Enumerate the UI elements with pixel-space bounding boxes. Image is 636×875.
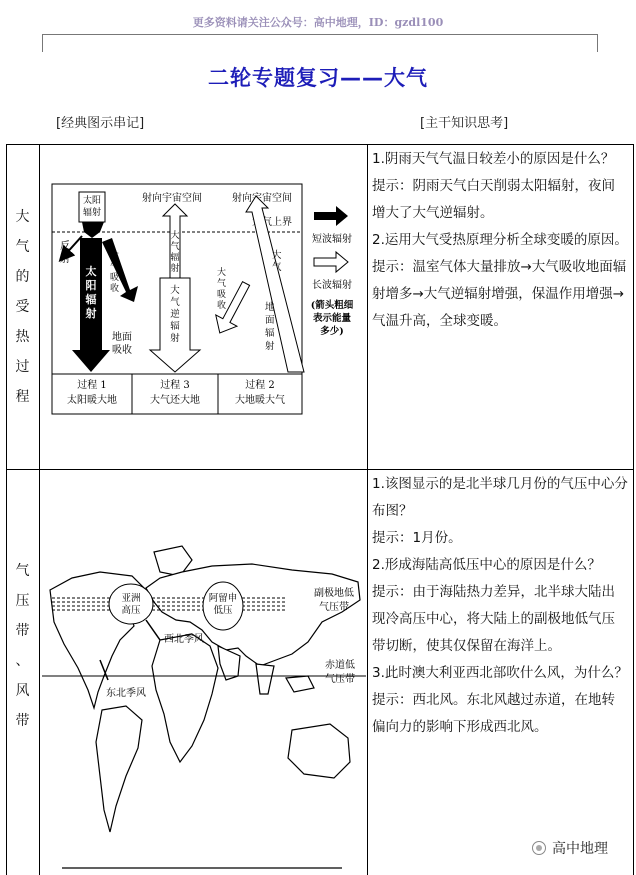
svg-text:大气吸收: 大气吸收 (217, 268, 227, 311)
svg-text:西北季风: 西北季风 (164, 634, 204, 645)
asia-high-ellipse (109, 584, 153, 624)
hint: 提示：由于海陆热力差异，北半球大陆出现冷高压中心，将大陆上的副极地低气压带切断，使其仅保留在海洋上。 (372, 584, 615, 654)
svg-text:过程 2大地暖大气: 过程 2 大地暖大气 (235, 380, 285, 406)
header-note: 更多资料请关注公众号：高中地理，ID：gzdl100 (192, 16, 444, 29)
svg-text:过程 3大气还大地: 过程 3 大气还大地 (150, 380, 200, 406)
legend-long-arrow (314, 252, 348, 272)
svg-text:阿留申低压: 阿留申低压 (208, 593, 238, 616)
svg-text:亚洲高压: 亚洲高压 (121, 593, 141, 616)
atm-absorb-arrow (102, 238, 138, 302)
reflect-label: 反射 (60, 241, 70, 265)
hint: 提示：温室气体大量排放→大气吸收地面辐射增多→大气逆辐射增强，保温作用增强→气温升高，全球变暖。 (372, 259, 627, 329)
table-divider-1 (39, 144, 40, 875)
africa (152, 634, 218, 762)
table-divider-2 (367, 144, 368, 875)
svg-text:赤道低气压带: 赤道低气压带 (325, 660, 355, 685)
sun-radiation-label: 太阳 (82, 196, 102, 206)
to-space-label-1: 射向宇宙空间 (142, 193, 202, 204)
hint: 提示：西北风。东北风越过赤道，在地转偏向力的影响下形成西北风。 (372, 692, 615, 735)
svg-text:(箭头粗细表示能量多少): (箭头粗细表示能量多少) (310, 300, 354, 337)
svg-text:大气: 大气 (272, 250, 282, 273)
question: 2.形成海陆高低压中心的原因是什么？ (372, 557, 601, 573)
pressure-map (42, 480, 366, 875)
column-header-right: [主干知识思考] (420, 116, 509, 131)
row-label-pressure: 气 压 带 、 风 带 (15, 563, 30, 729)
heating-diagram (42, 150, 366, 420)
svg-text:大气辐射: 大气辐射 (170, 231, 180, 274)
table-divider-3 (633, 144, 634, 875)
south-america (96, 706, 142, 832)
watermark: 高中地理 (532, 838, 608, 858)
header-tick-right (597, 34, 598, 52)
header-rule (42, 34, 598, 35)
svg-text:东北季风: 东北季风 (106, 688, 146, 699)
svg-text:大气逆辐射: 大气逆辐射 (170, 285, 180, 344)
sun-radiation-label: 辐射 (82, 208, 102, 218)
svg-text:长波辐射: 长波辐射 (312, 280, 352, 291)
legend-short-arrow (314, 206, 348, 226)
question: 1.该图显示的是北半球几月份的气压中心分布图？ (372, 476, 628, 519)
sun-radiation-arrow-label: 太阳辐射 (85, 265, 97, 320)
to-space-label-2: 射向宇宙空间 (232, 193, 292, 204)
row-label-heating: 大 气 的 受 热 过 程 (15, 209, 30, 405)
svg-text:地面辐射: 地面辐射 (265, 302, 275, 352)
svg-text:副极地低气压带: 副极地低气压带 (314, 588, 354, 613)
table-row-divider (6, 469, 634, 470)
hint: 提示：1月份。 (372, 530, 462, 546)
atm-upper-label: 大气上界 (252, 217, 292, 228)
svg-text:过程 1太阳暖大地: 过程 1 太阳暖大地 (67, 380, 117, 406)
question: 1.阴雨天气气温日较差小的原因是什么？ (372, 151, 615, 167)
svg-text:地面吸收: 地面吸收 (112, 332, 132, 356)
qa-heating (372, 146, 628, 335)
header-tick-left (42, 34, 43, 52)
qa-pressure (372, 471, 628, 741)
column-header-left: [经典图示串记] (56, 116, 145, 131)
svg-text:短波辐射: 短波辐射 (312, 234, 352, 245)
australia (288, 724, 350, 778)
question: 2.运用大气受热原理分析全球变暖的原因。 (372, 232, 628, 248)
hint: 提示：阴雨天气白天削弱太阳辐射，夜间增大了大气逆辐射。 (372, 178, 615, 221)
svg-text:大气吸收: 大气吸收 (110, 251, 120, 294)
page-title: 二轮专题复习——大气 (208, 66, 428, 90)
question: 3.此时澳大利亚西北部吹什么风，为什么？ (372, 665, 628, 681)
wechat-icon (532, 841, 546, 855)
